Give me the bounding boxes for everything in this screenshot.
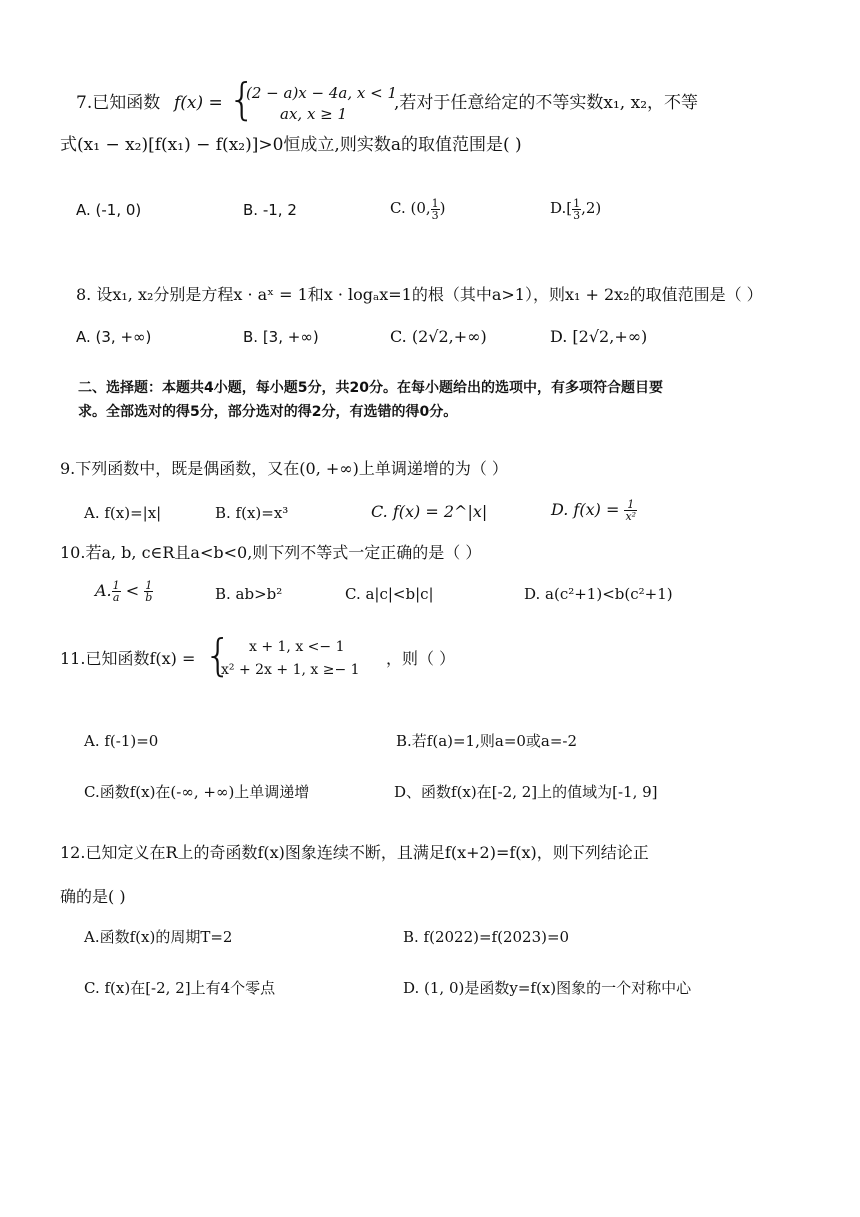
- q7-option-c: C. (0, $\frac{1}{3}$ ): [390, 196, 446, 222]
- q8-option-a: A. (3, +∞): [76, 328, 152, 346]
- q11-option-d: D、函数f(x)在[-2, 2]上的值域为[-1, 9]: [394, 783, 658, 801]
- q10-option-b: B. ab>b²: [215, 585, 283, 603]
- q7-case-1: (2 − a)x − 4a, x < 1: [246, 84, 397, 102]
- q7-option-b: B. -1, 2: [243, 201, 297, 219]
- q7-fx: f(x) =: [174, 93, 223, 113]
- q12-option-b: B. f(2022)=f(2023)=0: [403, 928, 570, 946]
- q12-option-c: C. f(x)在[-2, 2]上有4个零点: [84, 979, 276, 997]
- q7-option-d: D.[ $\frac{1}{3}$ ,2): [550, 196, 602, 222]
- q11-suffix: ，则（ ）: [386, 649, 456, 668]
- q11-case-2: x² + 2x + 1, x ≥− 1: [221, 662, 360, 678]
- q11-case-1: x + 1, x <− 1: [249, 639, 345, 655]
- q7-line-2: 式(x₁ − x₂)[f(x₁) − f(x₂)]>0恒成立,则实数a的取值范围是( ): [60, 135, 522, 155]
- q12-line-1: 12.已知定义在R上的奇函数f(x)图象连续不断，且满足f(x+2)=f(x)，则下列结论正: [60, 843, 649, 862]
- q7-suffix: ,若对于任意给定的不等实数x₁, x₂，不等: [394, 93, 699, 113]
- q8-option-d: D. [2√2,+∞): [550, 327, 648, 346]
- q11-brace: {: [204, 630, 232, 681]
- q9-option-a: A. f(x)=|x|: [84, 504, 162, 522]
- q11-option-a: A. f(-1)=0: [84, 732, 159, 750]
- q8-option-c: C. (2√2,+∞): [390, 327, 487, 346]
- q12-line-2: 确的是( ): [60, 887, 126, 906]
- q9-option-c: C. f(x) = 2^|x|: [371, 502, 488, 521]
- section-2-line-1: 二、选择题：本题共4小题，每小题5分，共20分。在每小题给出的选项中，有多项符合题目要: [78, 380, 663, 396]
- q7-prefix: 7.已知函数: [76, 93, 161, 113]
- q11-option-c: C.函数f(x)在(-∞, +∞)上单调递增: [84, 783, 310, 801]
- q7-option-a: A. (-1, 0): [76, 201, 142, 219]
- q8-option-b: B. [3, +∞): [243, 328, 319, 346]
- q10-option-a: A. $\frac{1}{a}$ < $\frac{1}{b}$: [95, 579, 153, 604]
- q9-option-b: B. f(x)=x³: [215, 504, 289, 522]
- section-2-line-2: 求。全部选对的得5分，部分选对的得2分，有选错的得0分。: [78, 404, 458, 420]
- q12-option-a: A.函数f(x)的周期T=2: [84, 928, 233, 946]
- q11-prefix: 11.已知函数f(x) =: [60, 649, 196, 668]
- q10-option-c: C. a|c|<b|c|: [345, 585, 434, 603]
- q8-text: 8. 设x₁, x₂分别是方程x · aˣ = 1和x · logₐx=1的根（其中a>1），则x₁ + 2x₂的取值范围是（ ）: [76, 285, 763, 304]
- q9-option-d: D. f(x) = $\frac{1}{\text{x²}}$: [551, 498, 637, 523]
- q10-text: 10.若a, b, c∈R且a<b<0,则下列不等式一定正确的是（ ）: [60, 543, 482, 562]
- q10-option-d: D. a(c²+1)<b(c²+1): [524, 585, 673, 603]
- q12-option-d: D. (1, 0)是函数y=f(x)图象的一个对称中心: [403, 979, 692, 997]
- q7-brace: {: [228, 74, 256, 125]
- q7-case-2: ax, x ≥ 1: [280, 105, 348, 123]
- q9-text: 9.下列函数中，既是偶函数，又在(0, +∞)上单调递增的为（ ）: [60, 459, 508, 478]
- q11-option-b: B.若f(a)=1,则a=0或a=-2: [396, 732, 578, 750]
